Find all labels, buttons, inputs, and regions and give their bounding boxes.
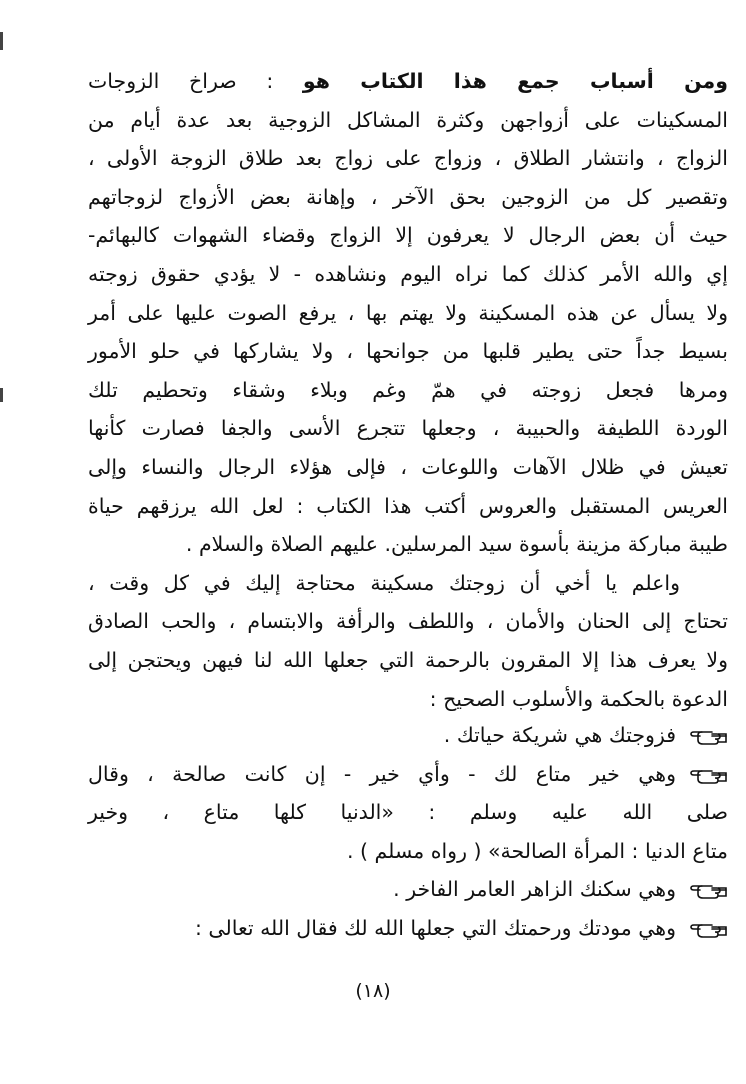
bullet-text: وهي سكنك الزاهر العامر الفاخر . <box>393 877 676 902</box>
pointing-hand-icon <box>688 879 728 901</box>
bullet-text: صلى الله عليه وسلم : «الدنيا كلها متاع ، وخير <box>88 800 728 825</box>
text-line: حيث أن بعض الرجال لا يعرفون إلا الزواج وقضاء الشهوات كالبهائم- <box>88 223 728 248</box>
page-number: (١٨) <box>355 980 391 1002</box>
margin-mark <box>0 32 3 50</box>
list-item <box>88 755 728 871</box>
main-text <box>88 62 728 718</box>
text-line: وتقصير كل من الزوجين بحق الآخر ، وإهانة بعض الأزواج لزوجاتهم <box>88 184 728 209</box>
pointing-hand-icon <box>688 725 728 747</box>
text-line: الزواج ، وانتشار الطلاق ، وزواج على زواج بعد طلاق الزوجة الأولى ، <box>88 146 728 171</box>
text-line: ولا يسأل عن هذه المسكينة ولا يهتم بها ، يرفع الصوت عليها على أمر <box>88 300 728 325</box>
text-line: إي والله الأمر كذلك كما نراه اليوم ونشاهده - لا يؤدي حقوق زوجته <box>88 261 728 286</box>
text-line: المسكينات على أزواجهن وكثرة المشاكل الزوجية بعد عدة أيام من <box>88 107 728 132</box>
text-line: ولا يعرف هذا إلا المقرون بالرحمة التي جعلها الله لنا فيهن ويحتجن إلى <box>88 647 728 672</box>
text-line: بسيط جداً حتى يطير قلبها من جوانحها ، ولا يشاركها في حلو الأمور <box>88 339 728 364</box>
text-line: طيبة مباركة مزينة بأسوة سيد المرسلين. عليهم الصلاة والسلام . <box>185 532 728 557</box>
bullet-text: متاع الدنيا : المرأة الصالحة» ( رواه مسلم ) . <box>346 838 728 863</box>
list-item <box>88 909 728 948</box>
margin-mark <box>0 388 3 402</box>
section-heading: ومن أسباب جمع هذا الكتاب هو <box>302 69 728 93</box>
bullet-list <box>88 716 728 948</box>
text-line: تحتاج إلى الحنان والأمان ، واللطف والرأفة والابتسام ، والحب الصادق <box>88 609 728 634</box>
text-line: واعلم يا أخي أن زوجتك مسكينة محتاجة إليك في كل وقت ، <box>88 570 680 595</box>
text-line: الوردة اللطيفة والحبيبة ، وجعلها تتجرع الأسى والجفا فصارت كأنها <box>88 416 728 441</box>
text-fragment: صراخ الزوجات <box>88 69 237 93</box>
bullet-text: وهي مودتك ورحمتك التي جعلها الله لك فقال الله تعالى : <box>194 915 676 940</box>
text-line: العريس المستقبل والعروس أكتب هذا الكتاب : لعل الله يرزقهم حياة <box>88 493 728 518</box>
pointing-hand-icon <box>688 918 728 940</box>
list-item <box>88 870 728 909</box>
pointing-hand-icon <box>688 764 728 786</box>
bullet-text: وهي خير متاع لك - وأي خير - إن كانت صالحة ، وقال <box>88 761 676 786</box>
text-line: تعيش في ظلال الآهات واللوعات ، فإلى هؤلاء الرجال والنساء وإلى <box>88 454 728 479</box>
text-line: ومرها فجعل زوجته في همّ وغم وبلاء وشقاء وتحطيم تلك <box>88 377 728 402</box>
text-line: الدعوة بالحكمة والأسلوب الصحيح : <box>429 686 728 711</box>
list-item <box>88 716 728 755</box>
bullet-text: فزوجتك هي شريكة حياتك . <box>443 723 676 747</box>
text-line: ومن أسباب جمع هذا الكتاب هو : صراخ الزوجات <box>88 69 728 93</box>
